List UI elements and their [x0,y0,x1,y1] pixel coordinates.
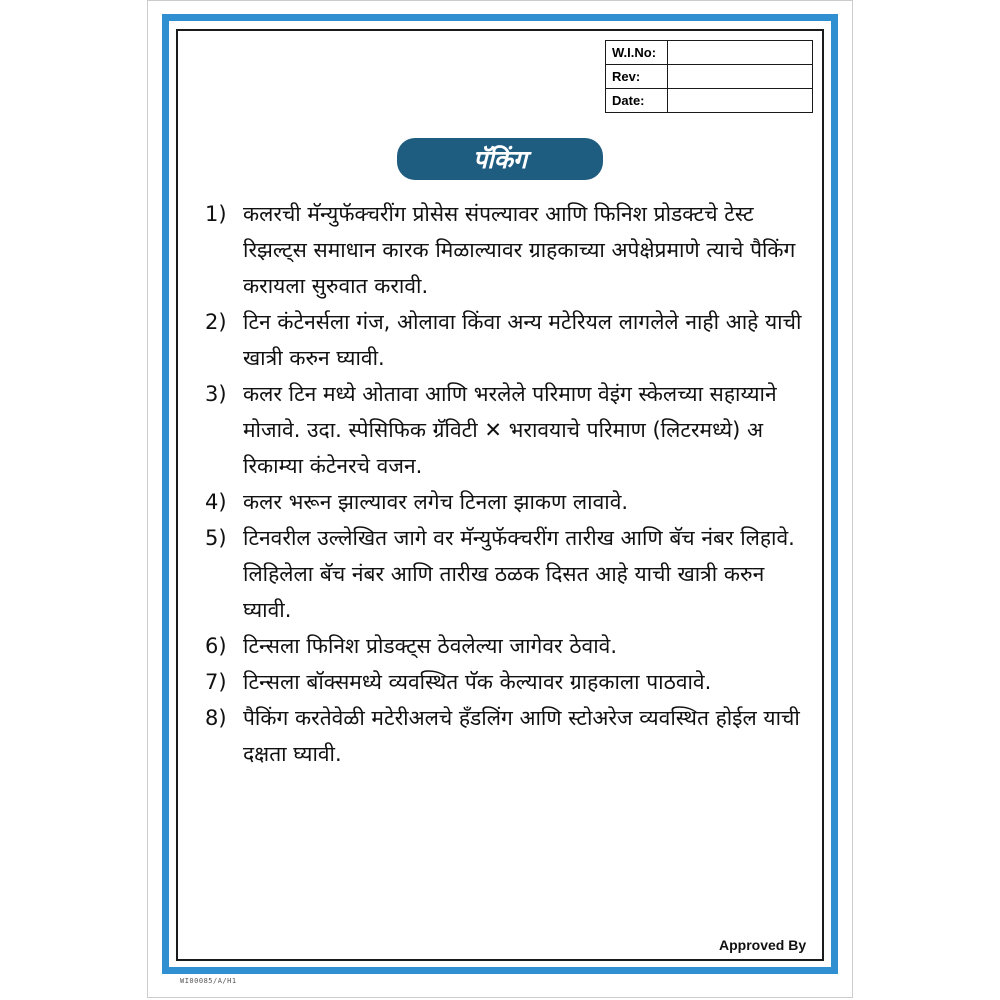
step-text: टिन्सला बॉक्समध्ये व्यवस्थित पॅक केल्यावर ग्राहकाला पाठवावे. [243,670,712,694]
step-item [205,628,805,664]
wi-number-row [606,41,813,65]
step-item [205,664,805,700]
wi-number-value [668,41,813,65]
step-number: 5) [205,526,227,550]
step-item [205,520,805,628]
step-text: टिन्सला फिनिश प्रोडक्ट्स ठेवलेल्या जागेवर ठेवावे. [243,634,617,658]
date-value [668,89,813,113]
step-number: 6) [205,634,227,658]
page-title: पॅकिंग [397,138,603,180]
step-number: 7) [205,670,227,694]
step-text: कलर भरून झाल्यावर लगेच टिनला झाकण लावावे. [243,490,629,514]
step-text: कलर टिन मध्ये ओतावा आणि भरलेले परिमाण वेइंग स्केलच्या सहाय्याने मोजावे. उदा. स्पेसिफिक ग्रॅविटी ✕ भरावयाचे परिमाण (लिटरमध्ये) अ रिकाम्या कंटेनरचे वजन. [243,382,777,478]
step-number: 3) [205,382,227,406]
step-number: 2) [205,310,227,334]
header-info-table [605,40,813,113]
wi-number-label: W.I.No: [606,41,668,65]
date-row [606,89,813,113]
step-item [205,196,805,304]
step-text: पैकिंग करतेवेळी मटेरीअलचे हँडलिंग आणि स्टोअरेज व्यवस्थित होईल याची दक्षता घ्यावी. [243,706,800,766]
step-text: कलरची मॅन्युफॅक्चरींग प्रोसेस संपल्यावर आणि फिनिश प्रोडक्टचे टेस्ट रिझल्ट्स समाधान कारक मिळाल्यावर ग्राहकाच्या अपेक्षेप्रमाणे त्याचे पैकिंग करायला सुरुवात करावी. [243,202,796,298]
step-number: 8) [205,706,227,730]
step-item [205,700,805,772]
document-code: WI00085/A/H1 [180,977,237,985]
procedure-steps [205,196,805,772]
step-text: टिन कंटेनर्सला गंज, ओलावा किंवा अन्य मटेरियल लागलेले नाही आहे याची खात्री करुन घ्यावी. [243,310,802,370]
approved-by-label: Approved By [719,937,807,953]
step-item [205,484,805,520]
revision-row [606,65,813,89]
revision-value [668,65,813,89]
step-item [205,304,805,376]
step-text: टिनवरील उल्लेखित जागे वर मॅन्युफॅक्चरींग तारीख आणि बॅच नंबर लिहावे. लिहिलेला बॅच नंबर आणि तारीख ठळक दिसत आहे याची खात्री करुन घ्यावी. [243,526,795,622]
revision-label: Rev: [606,65,668,89]
step-number: 4) [205,490,227,514]
date-label: Date: [606,89,668,113]
step-item [205,376,805,484]
step-number: 1) [205,202,227,226]
